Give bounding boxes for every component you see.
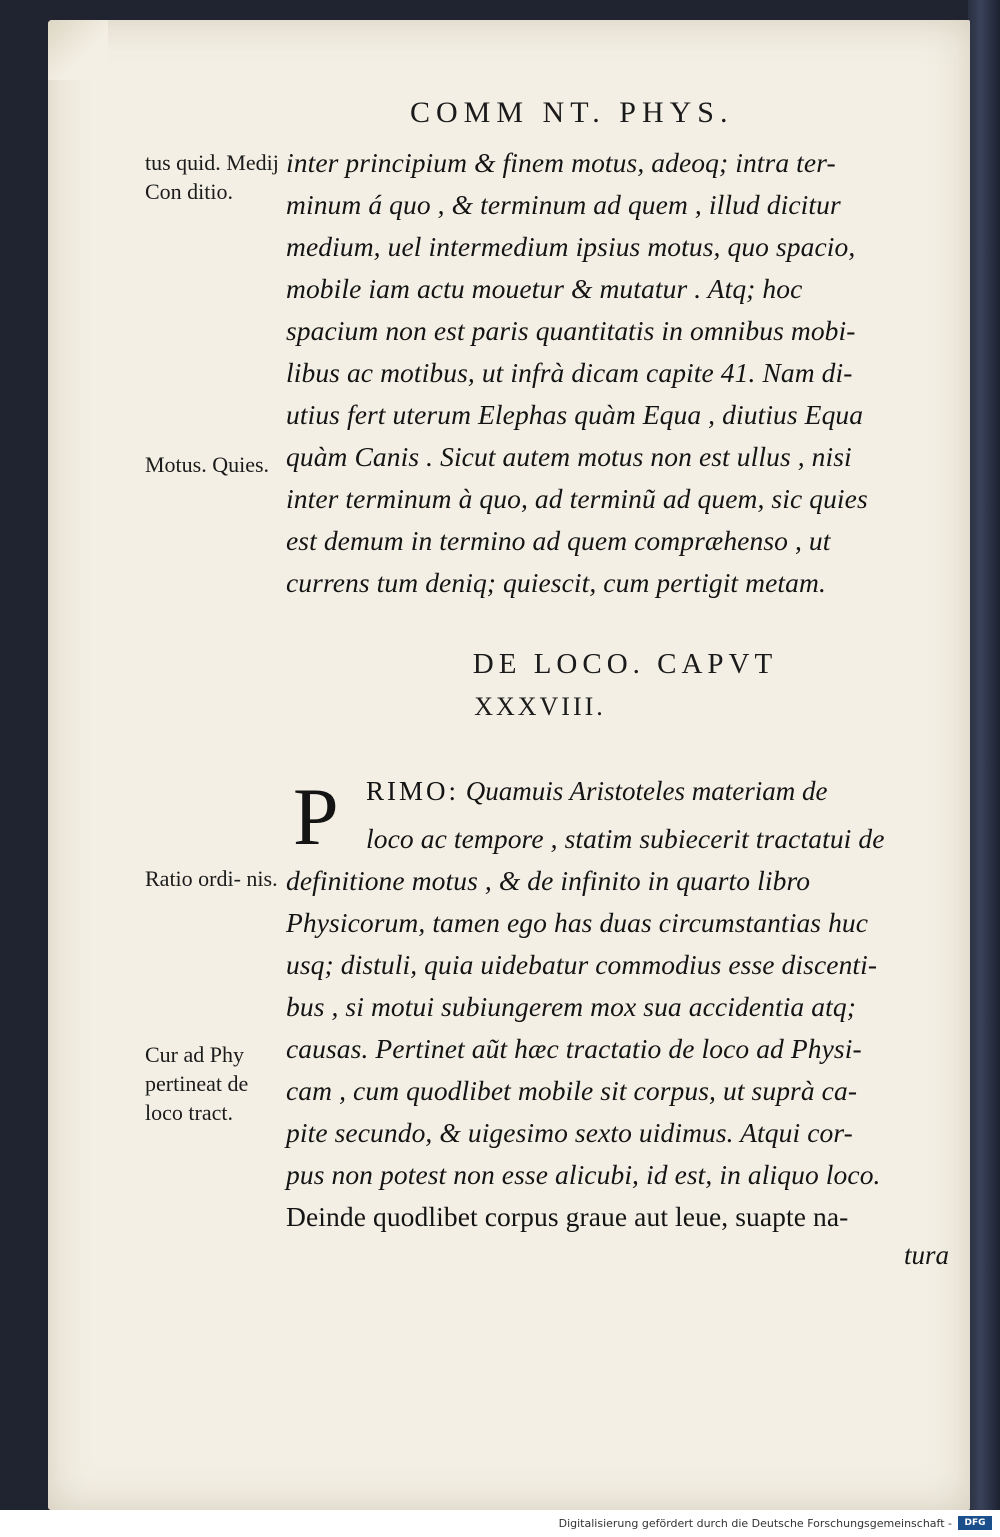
text-line: Physicorum, tamen ego has duas circumstantias huc — [286, 907, 869, 938]
paragraph-2-first-line — [366, 776, 828, 807]
text-line: est demum in termino ad quem compræhenso , ut — [286, 525, 831, 556]
margin-note-cur-ad-phy: Cur ad Phy pertineat de loco tract. — [145, 1042, 249, 1125]
text-line: pite secundo, & uigesimo sexto uidimus. Atqui cor- — [286, 1117, 853, 1148]
paragraph-2 — [286, 818, 956, 1238]
chapter-title: DE LOCO. CAPVT — [472, 648, 778, 680]
paragraph-1 — [286, 142, 956, 604]
first-word: RIMO: — [366, 776, 460, 806]
text-line: causas. Pertinet aũt hæc tractatio de loco ad Physi- — [286, 1033, 862, 1064]
footer-credit: Digitalisierung gefördert durch die Deutsche Forschungsgemeinschaft - — [558, 1517, 952, 1530]
text-line: cam , cum quodlibet mobile sit corpus, ut suprà ca- — [286, 1075, 858, 1106]
text-line: Deinde quodlibet corpus graue aut leue, suapte na- — [286, 1201, 849, 1232]
text-line: quàm Canis . Sicut autem motus non est ullus , nisi — [286, 441, 852, 472]
text-line: bus , si motui subiungerem mox sua accidentia atq; — [286, 991, 856, 1022]
book-binding-edge — [968, 0, 1000, 1510]
running-head: COMM NT. PHYS. — [410, 96, 734, 129]
text-line: pus non potest non esse alicubi, id est, in aliquo loco. — [286, 1159, 881, 1190]
text-line: loco ac tempore , statim subiecerit tractatui de — [366, 823, 885, 854]
text-line: inter principium & finem motus, adeoq; intra ter- — [286, 147, 836, 178]
margin-note-medium: tus quid. Medij Con ditio. — [145, 150, 279, 204]
text-line: medium, uel intermedium ipsius motus, quo spacio, — [286, 231, 856, 262]
drop-cap: P — [293, 771, 339, 862]
text-line: mobile iam actu mouetur & mutatur . Atq; hoc — [286, 273, 803, 304]
text-line: usq; distuli, quia uidebatur commodius esse discenti- — [286, 949, 878, 980]
text-line: inter terminum à quo, ad terminũ ad quem, sic quies — [286, 483, 868, 514]
text-line: currens tum deniq; quiescit, cum pertigit metam. — [286, 567, 826, 598]
footer-bar — [0, 1510, 1000, 1537]
text-line: definitione motus , & de infinito in quarto libro — [286, 865, 811, 896]
margin-note-ratio-ordinis: Ratio ordi- nis. — [145, 866, 278, 891]
first-line-text: Quamuis Aristoteles materiam de — [459, 776, 828, 806]
chapter-number: XXXVIII. — [474, 692, 606, 721]
text-line: utius fert uterum Elephas quàm Equa , diutius Equa — [286, 399, 864, 430]
text-line: libus ac motibus, ut infrà dicam capite 41. Nam di- — [286, 357, 853, 388]
catchword: tura — [904, 1240, 950, 1270]
text-line: minum á quo , & terminum ad quem , illud dicitur — [286, 189, 841, 220]
dfg-logo: DFG — [958, 1516, 992, 1530]
margin-note-motus-quies: Motus. Quies. — [145, 452, 270, 477]
text-line: spacium non est paris quantitatis in omnibus mobi- — [286, 315, 856, 346]
